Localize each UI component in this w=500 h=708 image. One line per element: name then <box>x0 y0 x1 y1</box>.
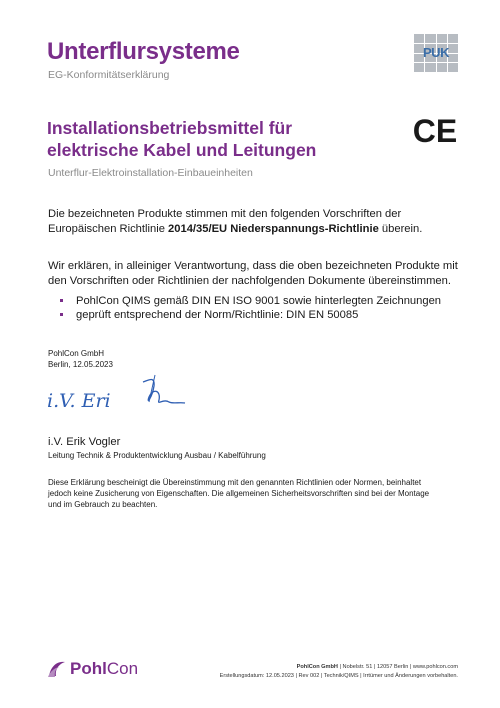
footer-address: | Nobelstr. 51 | 12057 Berlin | www.pohlcon.com <box>337 664 458 670</box>
footer-line2: Erstellungsdatum: 12.05.2023 | Rev 002 | Technik/QIMS | Irrtümer und Änderungen vorbehalten. <box>219 673 458 679</box>
standards-list <box>68 294 441 322</box>
footer-line1 <box>220 663 458 672</box>
issuer-place-date: Berlin, 12.05.2023 <box>48 360 113 369</box>
title-line-2: elektrische Kabel und Leitungen <box>47 140 317 160</box>
product-subtitle: Unterflur-Elektroinstallation-Einbaueinheiten <box>48 167 253 179</box>
pohlcon-wordmark: PohlCon <box>70 659 139 678</box>
disclaimer-line3: und im Gebrauch zu beachten. <box>48 500 158 509</box>
issuer-block <box>48 348 113 370</box>
header-subtitle: EG-Konformitätserklärung <box>48 69 170 81</box>
signature-script: i.V. Eri <box>47 390 111 412</box>
para2-line2: den Vorschriften oder Richtlinien der nachfolgenden Dokumente übereinstimmen. <box>48 275 451 287</box>
pohlcon-logo <box>47 659 138 679</box>
list-item: geprüft entsprechend der Norm/Richtlinie: DIN EN 50085 <box>68 308 441 322</box>
disclaimer-line2: jedoch keine Zusicherung von Eigenschaften. Die allgemeinen Sicherheitsvorschriften sind bei der Montage <box>48 489 430 498</box>
pohlcon-swoosh-icon <box>47 660 67 678</box>
puk-logo-text: PUK <box>423 45 449 60</box>
handwritten-signature <box>45 372 195 417</box>
document-title <box>47 117 377 161</box>
puk-logo <box>414 34 458 72</box>
header-title: Unterflursysteme <box>47 38 240 65</box>
footer-company: PohlCon GmbH <box>296 664 338 670</box>
issuer-company: PohlCon GmbH <box>48 349 105 358</box>
disclaimer-line1: Diese Erklärung bescheinigt die Übereinstimmung mit den genannten Richtlinien oder Normen, beinhaltet <box>48 478 422 487</box>
list-item: PohlCon QIMS gemäß DIN EN ISO 9001 sowie hinterlegten Zeichnungen <box>68 294 441 308</box>
signer-name: i.V. Erik Vogler <box>48 436 121 448</box>
signer-role: Leitung Technik & Produktentwicklung Ausbau / Kabelführung <box>48 451 266 460</box>
footer-info <box>220 663 458 681</box>
directive-reference: 2014/35/EU Niederspannungs-Richtlinie <box>168 223 379 235</box>
para1-line1: Die bezeichneten Produkte stimmen mit den folgenden Vorschriften der <box>48 208 402 220</box>
conformity-paragraph <box>48 207 458 237</box>
ce-mark-text: CE <box>412 115 458 147</box>
para1-line2: Europäischen Richtlinie 2014/35/EU Niederspannungs-Richtlinie überein. <box>48 223 423 235</box>
declaration-paragraph <box>48 259 458 289</box>
title-line-1: Installationsbetriebsmittel für <box>47 118 293 138</box>
disclaimer <box>48 477 458 510</box>
para2-line1: Wir erklären, in alleiniger Verantwortung, dass die oben bezeichneten Produkte mit <box>48 260 458 272</box>
ce-mark-icon <box>410 115 460 147</box>
